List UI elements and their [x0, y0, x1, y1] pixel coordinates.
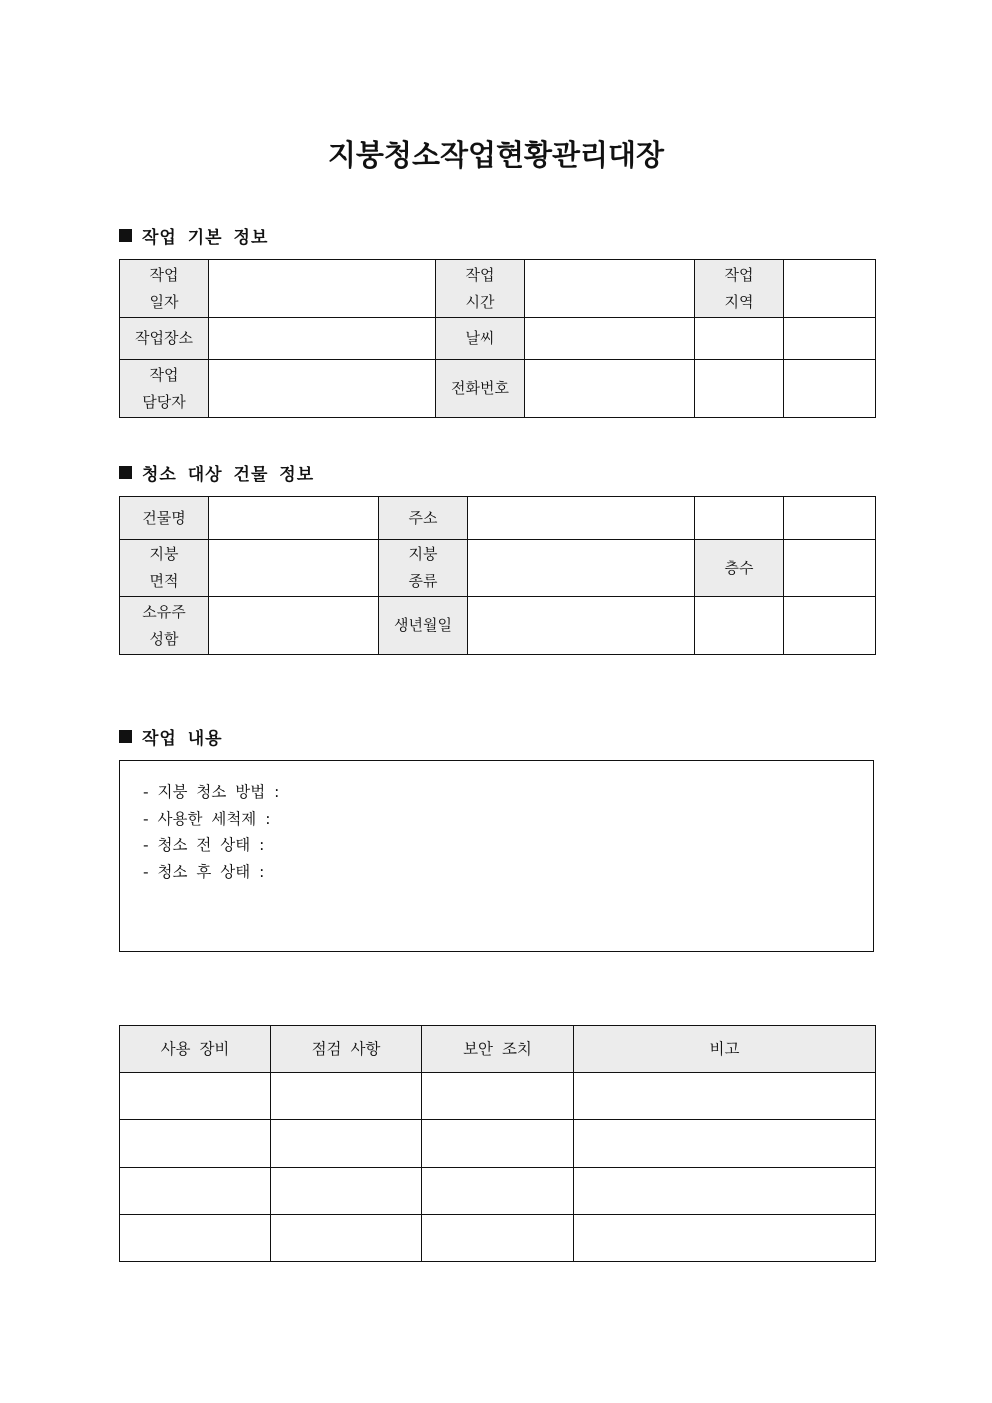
table-cell[interactable] [271, 1168, 422, 1215]
table-cell[interactable] [574, 1073, 876, 1120]
blank-cell[interactable] [784, 597, 876, 655]
work-content-box[interactable] [119, 760, 874, 952]
table-cell[interactable] [271, 1215, 422, 1262]
table-cell[interactable] [120, 1215, 271, 1262]
section-heading-work-content: 작업 내용 [119, 724, 223, 749]
basic-info-table [119, 259, 876, 418]
square-bullet-icon [119, 730, 132, 743]
birth-date-field[interactable] [468, 597, 695, 655]
table-cell[interactable] [120, 1168, 271, 1215]
header-inspection: 점검 사항 [271, 1026, 422, 1073]
list-item-cleaning-method: - 지붕 청소 방법 : [143, 783, 280, 801]
blank-cell[interactable] [784, 497, 876, 540]
label-work-place: 작업장소 [120, 318, 209, 360]
building-name-field[interactable] [209, 497, 379, 540]
table-row [120, 1073, 876, 1120]
building-info-table [119, 496, 876, 655]
label-floors: 층수 [695, 540, 784, 597]
header-security: 보안 조치 [422, 1026, 574, 1073]
list-item-before-state: - 청소 전 상태 : [143, 836, 265, 854]
roof-type-field[interactable] [468, 540, 695, 597]
list-item-detergent: - 사용한 세척제 : [143, 809, 271, 828]
table-cell[interactable] [574, 1168, 876, 1215]
section-heading-basic-info: 작업 기본 정보 [119, 223, 268, 248]
label-weather: 날씨 [436, 318, 525, 360]
work-content-list [120, 761, 873, 885]
label-work-time: 작업 시간 [436, 260, 525, 318]
table-cell[interactable] [422, 1120, 574, 1168]
label-phone: 전화번호 [436, 360, 525, 418]
label-address: 주소 [379, 497, 468, 540]
label-worker: 작업 담당자 [120, 360, 209, 418]
square-bullet-icon [119, 466, 132, 479]
label-building-name: 건물명 [120, 497, 209, 540]
roof-area-field[interactable] [209, 540, 379, 597]
work-time-field[interactable] [525, 260, 695, 318]
owner-name-field[interactable] [209, 597, 379, 655]
blank-cell[interactable] [784, 360, 876, 418]
table-row [120, 1215, 876, 1262]
table-cell[interactable] [422, 1215, 574, 1262]
table-cell[interactable] [422, 1073, 574, 1120]
work-date-field[interactable] [209, 260, 436, 318]
phone-field[interactable] [525, 360, 695, 418]
list-item-after-state: - 청소 후 상태 : [143, 862, 265, 881]
table-row [120, 1120, 876, 1168]
label-roof-area: 지붕 면적 [120, 540, 209, 597]
label-work-area: 작업 지역 [695, 260, 784, 318]
label-birth-date: 생년월일 [379, 597, 468, 655]
table-cell[interactable] [120, 1073, 271, 1120]
document-title: 지붕청소작업현황관리대장 [327, 138, 665, 172]
section-heading-building-info: 청소 대상 건물 정보 [119, 460, 314, 485]
square-bullet-icon [119, 229, 132, 242]
floors-field[interactable] [784, 540, 876, 597]
work-place-field[interactable] [209, 318, 436, 360]
label-work-date: 작업 일자 [120, 260, 209, 318]
label-roof-type: 지붕 종류 [379, 540, 468, 597]
table-row [120, 1168, 876, 1215]
address-field[interactable] [468, 497, 695, 540]
table-cell[interactable] [574, 1215, 876, 1262]
table-cell[interactable] [422, 1168, 574, 1215]
blank-cell[interactable] [695, 360, 784, 418]
header-equipment: 사용 장비 [120, 1026, 271, 1073]
blank-cell[interactable] [695, 597, 784, 655]
blank-cell[interactable] [695, 318, 784, 360]
table-cell[interactable] [271, 1120, 422, 1168]
worker-field[interactable] [209, 360, 436, 418]
work-area-field[interactable] [784, 260, 876, 318]
blank-cell[interactable] [695, 497, 784, 540]
header-remarks: 비고 [574, 1026, 876, 1073]
table-cell[interactable] [271, 1073, 422, 1120]
table-cell[interactable] [120, 1120, 271, 1168]
label-owner-name: 소유주 성함 [120, 597, 209, 655]
table-cell[interactable] [574, 1120, 876, 1168]
equipment-table [119, 1025, 876, 1262]
blank-cell[interactable] [784, 318, 876, 360]
weather-field[interactable] [525, 318, 695, 360]
